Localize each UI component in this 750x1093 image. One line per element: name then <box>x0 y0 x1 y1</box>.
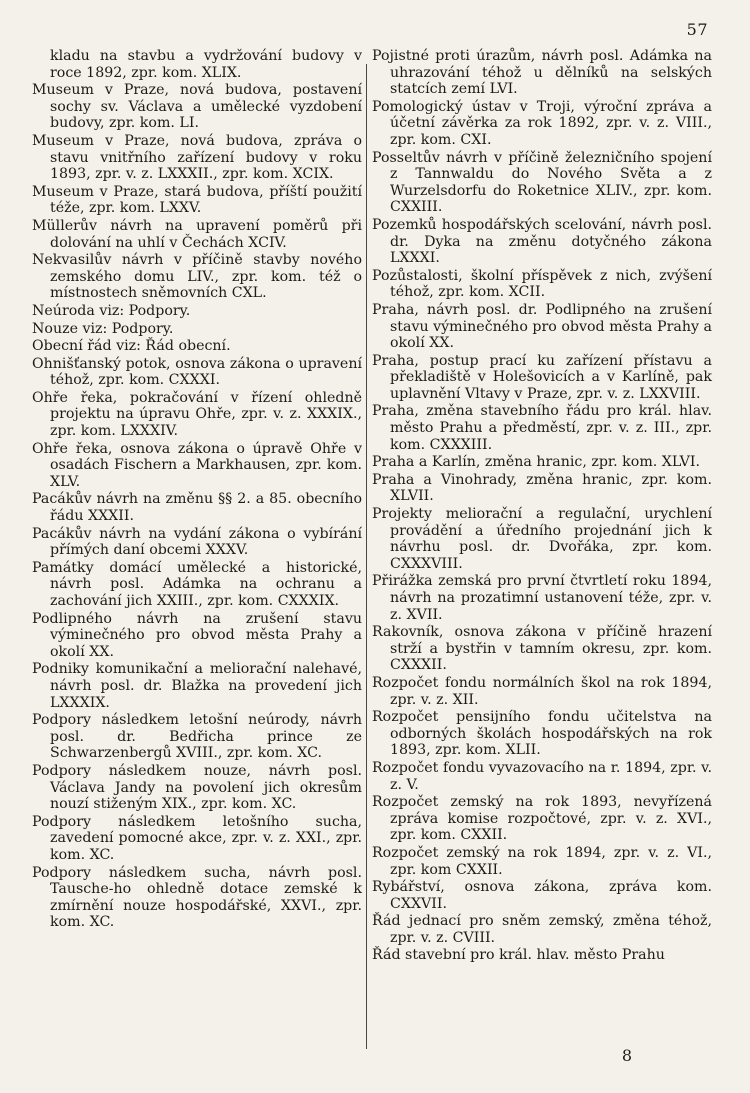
index-entry: Posseltův návrh v příčině železničního spojení z Tannwaldu do Nového Světa a z Wurzelsdorfu do Roketnice XLIV., zpr. kom. CXXIII. <box>372 149 712 216</box>
column-rule <box>366 64 367 1049</box>
index-entry: Pomologický ústav v Troji, výroční zpráva a účetní závěrka za rok 1892, zpr. v. z. VIII., zpr. kom. CXI. <box>372 98 712 148</box>
index-entry: Müllerův návrh na upravení poměrů při dolování na uhlí v Čechách XCIV. <box>32 217 362 251</box>
index-entry: Přirážka zemská pro první čtvrtletí roku 1894, návrh na prozatimní ustanovení téže, zpr. v. z. XVII. <box>372 573 712 623</box>
index-entry: Podniky komunikační a meliorační nalehavé, návrh posl. dr. Blažka na provedení jich LXXXIX. <box>32 661 362 711</box>
index-entry: Podpory následkem sucha, návrh posl. Tausche-ho ohledně dotace zemské k zmírnění nouze hospodářské, XXVI., zpr. kom. XC. <box>32 864 362 931</box>
index-entry: Praha, postup prací ku zařízení přístavu a překladiště v Holešovicích a v Karlíně, pak uplavnění Vltavy v Praze, zpr. v. z. LXXVIII. <box>372 352 712 402</box>
index-entry: Podpory následkem letošního sucha, zavedení pomocné akce, zpr. v. z. XXI., zpr. kom. XC. <box>32 813 362 863</box>
index-entry: Rozpočet fondu normálních škol na rok 1894, zpr. v. z. XII. <box>372 674 712 708</box>
index-entry: Pozemků hospodářských scelování, návrh posl. dr. Dyka na změnu dotyčného zákona LXXXI. <box>372 216 712 267</box>
index-entry: Rybářství, osnova zákona, zpráva kom. CXXVII. <box>372 879 712 912</box>
index-entry: Podpory následkem nouze, návrh posl. Václava Jandy na povolení jich okresům nouzí stiženým XIX., zpr. kom. XC. <box>32 762 362 813</box>
index-entry: Praha, návrh posl. dr. Podlipného na zrušení stavu výminečného pro obvod města Prahy a okolí XX. <box>372 301 712 352</box>
index-entry: Museum v Praze, nová budova, zpráva o stavu vnitřního zařízení budovy v roku 1893, zpr. v. z. LXXXII., zpr. kom. XCIX. <box>32 132 362 183</box>
index-entry: Praha a Karlín, změna hranic, zpr. kom. XLVI. <box>372 454 700 471</box>
index-entry: Ohnišťanský potok, osnova zákona o upravení téhož, zpr. kom. CXXXI. <box>32 355 362 389</box>
index-entry: Projekty meliorační a regulační, urychlení provádění a úředního projednání jich k návrhu posl. dr. Dvořáka, zpr. kom. CXXXVIII. <box>372 506 712 572</box>
index-entry: Praha, změna stavebního řádu pro král. hlav. město Prahu a předměstí, zpr. v. z. III., zpr. kom. CXXXIII. <box>372 403 712 453</box>
index-entry: Neúroda viz: Podpory. <box>32 302 191 319</box>
index-entry: Rozpočet fondu vyvazovacího na r. 1894, zpr. v. z. V. <box>372 759 712 793</box>
left-column <box>32 48 362 932</box>
index-entry: kladu na stavbu a vydržování budovy v roce 1892, zpr. kom. XLIX. <box>50 48 362 81</box>
index-entry: Podpory následkem letošní neúrody, návrh posl. dr. Bedřicha prince ze Schwarzenbergů XVIII., zpr. kom. XC. <box>32 712 362 762</box>
index-entry: Pacákův návrh na vydání zákona o vybírání přímých daní obcemi XXXV. <box>32 525 362 559</box>
index-entry: Památky domácí umělecké a historické, návrh posl. Adámka na ochranu a zachování jich XXIII., zpr. kom. CXXXIX. <box>32 559 362 609</box>
index-entry: Řád jednací pro sněm zemský, změna téhož, zpr. v. z. CVIII. <box>372 913 712 946</box>
index-entry: Podlipného návrh na zrušení stavu výminečného pro obvod města Prahy a okolí XX. <box>32 610 362 660</box>
signature-mark: 8 <box>621 1046 632 1065</box>
index-entry: Ohře řeka, pokračování v řízení ohledně projektu na úpravu Ohře, zpr. v. z. XXXIX., zpr. kom. LXXXIV. <box>32 389 362 440</box>
index-entry: Nouze viz: Podpory. <box>32 320 174 337</box>
index-entry: Nekvasilův návrh v příčině stavby nového zemského domu LIV., zpr. kom. též o místnostech sněmovních CXL. <box>32 252 362 302</box>
index-entry: Pozůstalosti, školní příspěvek z nich, zvýšení téhož, zpr. kom. XCII. <box>372 267 712 301</box>
index-entry: Praha a Vinohrady, změna hranic, zpr. kom. XLVII. <box>372 471 712 505</box>
index-entry: Pacákův návrh na změnu §§ 2. a 85. obecního řádu XXXII. <box>32 491 362 525</box>
index-entry: Řád stavební pro král. hlav. město Prahu <box>372 947 665 964</box>
right-column <box>372 48 712 965</box>
index-entry: Rozpočet zemský na rok 1894, zpr. v. z. VI., zpr. kom CXXII. <box>372 844 712 878</box>
index-entry: Ohře řeka, osnova zákona o úpravě Ohře v osadách Fischern a Markhausen, zpr. kom. XLV. <box>32 440 362 490</box>
index-entry: Museum v Praze, stará budova, příští použití téže, zpr. kom. LXXV. <box>32 183 362 217</box>
index-entry: Rakovník, osnova zákona v příčině hrazení strží a bystřin v tamním okresu, zpr. kom. CXXXII. <box>372 624 712 674</box>
index-entry: Pojistné proti úrazům, návrh posl. Adámka na uhrazování téhož u dělníků na selských statcích zemí LVI. <box>372 48 712 98</box>
index-entry: Rozpočet zemský na rok 1893, nevyřízená zpráva komise rozpočtové, zpr. v. z. XVI., zpr. kom. CXXII. <box>372 794 712 844</box>
index-entry: Museum v Praze, nová budova, postavení sochy sv. Václava a umělecké vyzdobení budovy, zpr. kom. LI. <box>32 82 362 132</box>
page-number: 57 <box>686 20 708 39</box>
index-entry: Rozpočet pensijního fondu učitelstva na odborných školách hospodářských na rok 1893, zpr. kom. XLII. <box>372 709 712 759</box>
index-entry: Obecní řád viz: Řád obecní. <box>32 338 231 355</box>
